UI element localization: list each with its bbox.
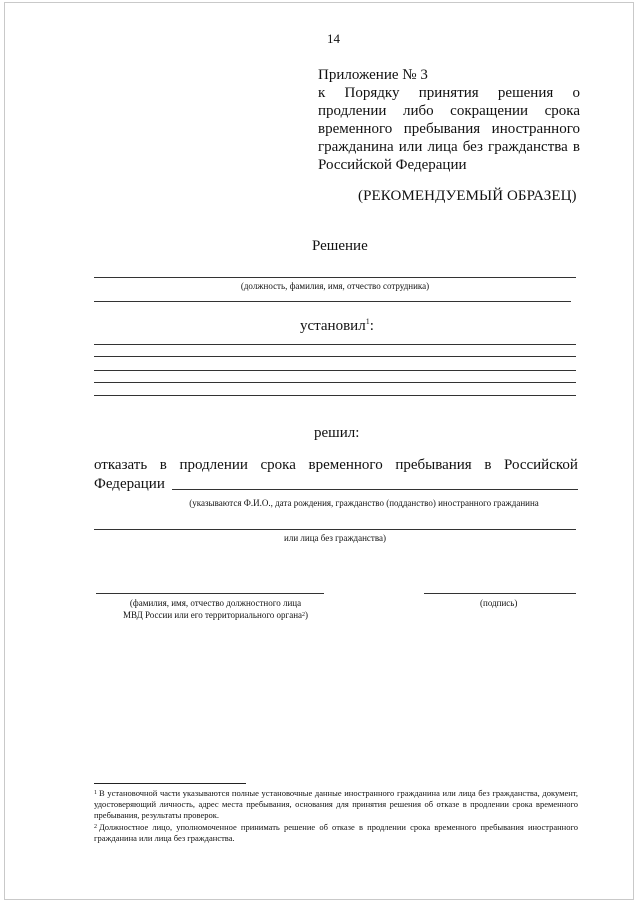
refusal-word: в xyxy=(159,457,167,473)
sample-label: (РЕКОМЕНДУЕМЫЙ ОБРАЗЕЦ) xyxy=(358,188,577,204)
established-suffix: : xyxy=(369,318,374,334)
established-line-3[interactable] xyxy=(94,370,576,371)
footnote-ref-2: 2 xyxy=(302,612,306,618)
refusal-word: временного xyxy=(308,457,383,473)
footnote-1 xyxy=(94,788,578,821)
established-label: установил xyxy=(300,318,366,334)
established-line-2[interactable] xyxy=(94,356,576,357)
established-line-5[interactable] xyxy=(94,395,576,396)
established-line-1[interactable] xyxy=(94,344,576,345)
decided-heading: решил: xyxy=(314,425,360,441)
footnote-text: Должностное лицо, уполномоченное принимать решение об отказе в продлении срока временного пребывания иностранного гражданина или лица без гражданства. xyxy=(94,822,578,843)
footnote-separator xyxy=(94,783,246,784)
officer-fill-line[interactable] xyxy=(94,277,576,278)
person-caption-cont: или лица без гражданства) xyxy=(284,533,386,543)
refusal-word: продлении xyxy=(179,457,248,473)
person-fill-line[interactable] xyxy=(172,489,578,490)
appendix-header xyxy=(318,66,580,174)
official-caption-close: ) xyxy=(305,610,309,620)
refusal-line-1 xyxy=(94,456,578,474)
official-caption-line-1: (фамилия, имя, отчество должностного лица xyxy=(129,598,302,608)
official-caption-line-2 xyxy=(88,609,343,621)
official-name-line[interactable] xyxy=(96,593,324,594)
refusal-word: в xyxy=(484,457,492,473)
footnote-ref-1: 1 xyxy=(365,317,370,326)
established-line-4[interactable] xyxy=(94,382,576,383)
established-heading xyxy=(300,318,374,335)
footnote-text: В установочной части указываются полные установочные данные иностранного гражданина или лица без гражданства, документ, удостоверяющий личность, адрес места пребывания, основания для принятия решения об отказе в продлении срока временного пребывания, результаты проверок. xyxy=(94,788,578,820)
official-caption-text: МВД России или его территориального органа xyxy=(122,610,303,620)
decision-title: Решение xyxy=(312,238,368,254)
page-number: 14 xyxy=(327,31,340,46)
footnote-2 xyxy=(94,822,578,844)
person-caption: (указываются Ф.И.О., дата рождения, гражданство (подданство) иностранного гражданина xyxy=(189,498,539,508)
officer-caption: (должность, фамилия, имя, отчество сотрудника) xyxy=(240,281,430,291)
footnote-marker: 1 xyxy=(94,790,97,796)
appendix-body: к Порядку принятия решения о продлении либо сокращении срока временного пребывания иностранного гражданина или лица без гражданства в Российской Федерации xyxy=(318,85,580,173)
refusal-line-2: Федерации xyxy=(94,476,165,492)
officer-fill-line-2[interactable] xyxy=(94,301,571,302)
refusal-word: срока xyxy=(260,457,296,473)
signature-line[interactable] xyxy=(424,593,576,594)
refusal-word: отказать xyxy=(94,457,148,473)
official-caption xyxy=(88,597,343,621)
footnotes xyxy=(94,788,578,845)
signature-caption: (подпись) xyxy=(480,598,518,608)
person-fill-line-2[interactable] xyxy=(94,529,576,530)
footnote-marker: 2 xyxy=(94,824,97,830)
appendix-title: Приложение № 3 xyxy=(318,67,428,83)
refusal-word: пребывания xyxy=(395,457,472,473)
refusal-word: Российской xyxy=(504,457,578,473)
